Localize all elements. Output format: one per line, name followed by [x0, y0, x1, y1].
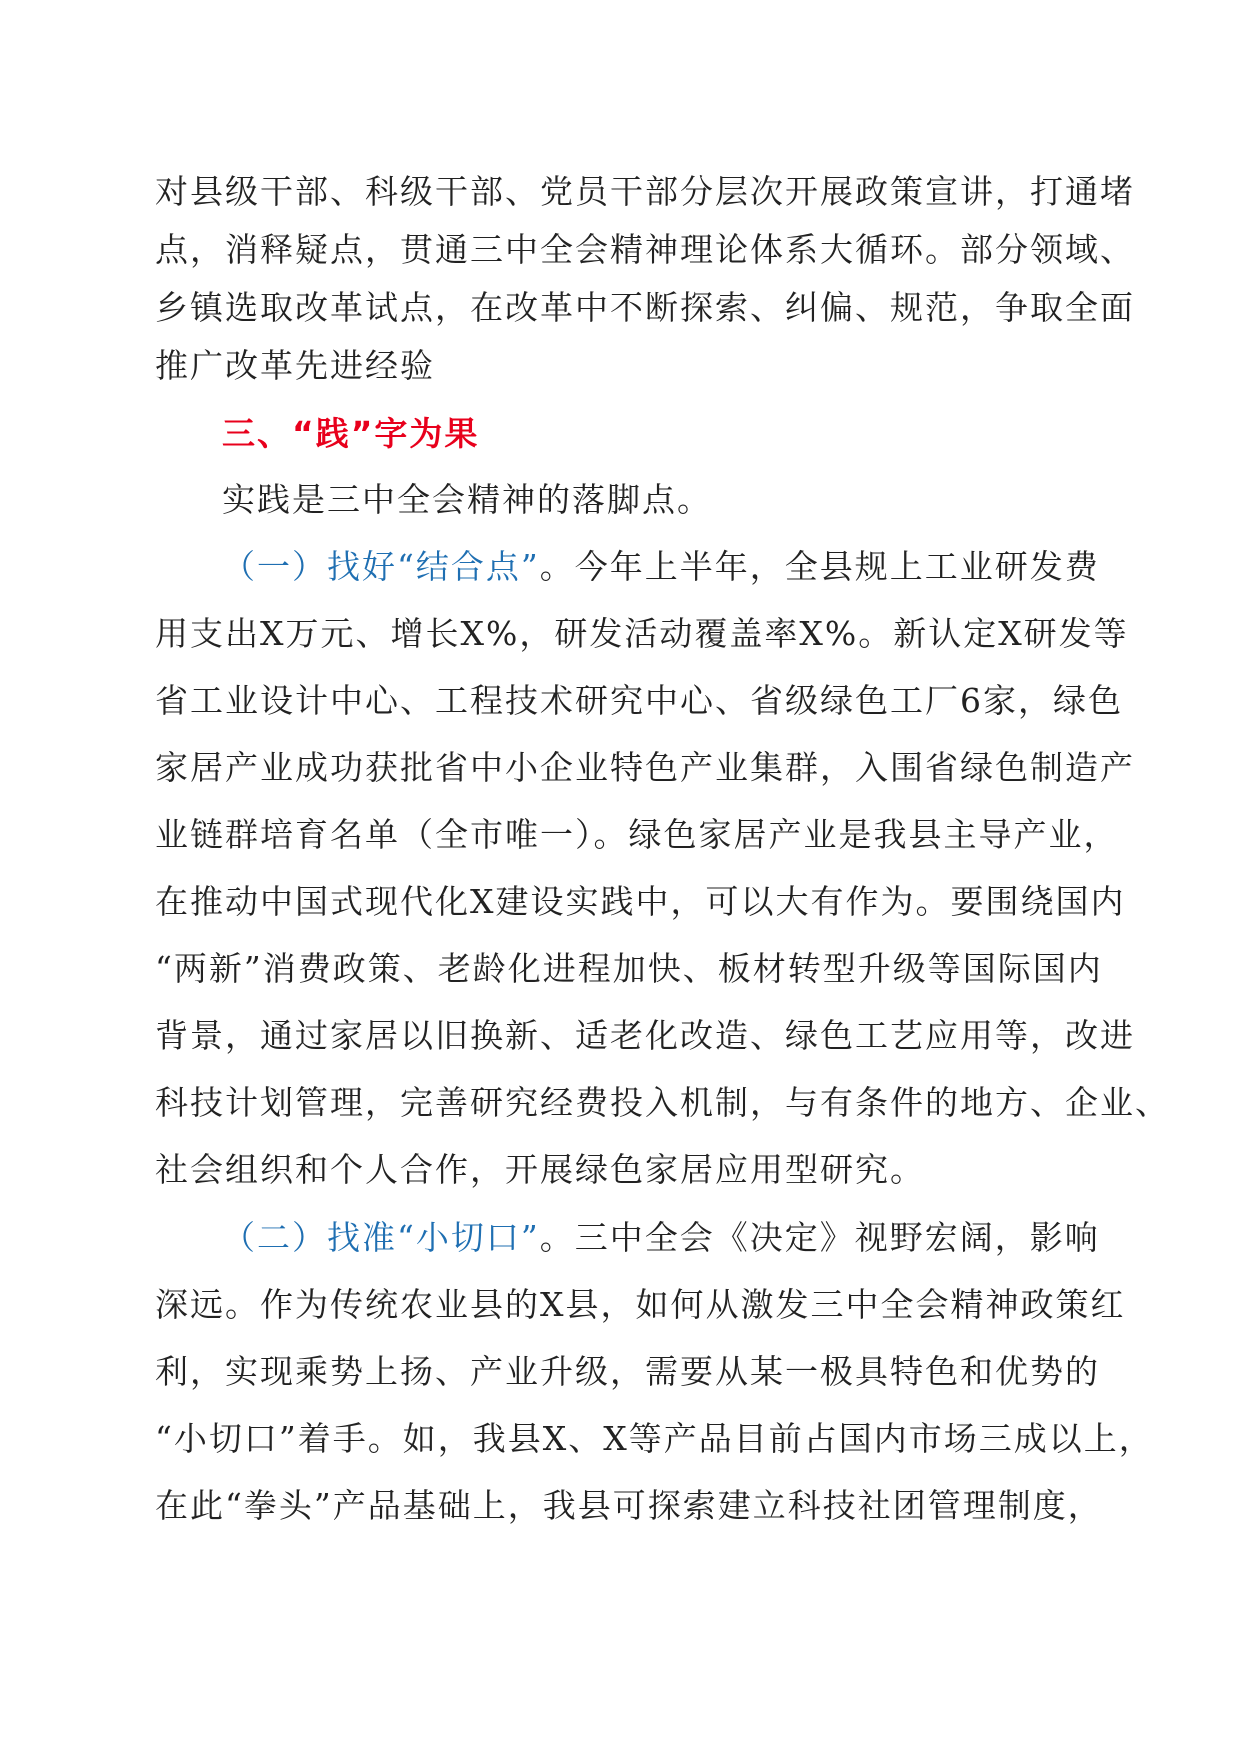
subsection-2-first-line — [222, 1206, 1100, 1270]
paragraph-line: 推广改革先进经验 — [155, 346, 435, 385]
paragraph-line: 社会组织和个人合作，开展绿色家居应用型研究。 — [155, 1150, 925, 1189]
paragraph-line: 省工业设计中心、工程技术研究中心、省级绿色工厂6家，绿色 — [155, 681, 1123, 720]
section-heading: 三、“践”字为果 — [222, 414, 480, 453]
paragraph-line: 用支出X万元、增长X%，研发活动覆盖率X%。新认定X研发等 — [155, 614, 1129, 653]
paragraph-line: 利，实现乘势上扬、产业升级，需要从某一极具特色和优势的 — [155, 1352, 1100, 1391]
subsection-2-title: （二）找准“小切口” — [222, 1218, 540, 1257]
paragraph-line: “两新”消费政策、老龄化进程加快、板材转型升级等国际国内 — [155, 949, 1103, 988]
subsection-1-first-line — [222, 535, 1100, 599]
paragraph-line: 在推动中国式现代化X建设实践中，可以大有作为。要围绕国内 — [155, 882, 1126, 921]
paragraph-line: 乡镇选取改革试点，在改革中不断探索、纠偏、规范，争取全面 — [155, 288, 1135, 327]
paragraph-text: 。今年上半年，全县规上工业研发费 — [539, 547, 1100, 586]
paragraph-line: 家居产业成功获批省中小企业特色产业集群，入围省绿色制造产 — [155, 748, 1135, 787]
section-intro: 实践是三中全会精神的落脚点。 — [222, 480, 712, 519]
paragraph-line: 深远。作为传统农业县的X县，如何从激发三中全会精神政策红 — [155, 1285, 1126, 1324]
paragraph-line: 点，消释疑点，贯通三中全会精神理论体系大循环。部分领域、 — [155, 230, 1135, 269]
paragraph-text: 。三中全会《决定》视野宏阔，影响 — [539, 1218, 1100, 1257]
paragraph-line: “小切口”着手。如，我县X、X等产品目前占国内市场三成以上， — [155, 1419, 1154, 1458]
paragraph-line: 业链群培育名单（全市唯一）。绿色家居产业是我县主导产业， — [155, 815, 1119, 854]
paragraph-line: 背景，通过家居以旧换新、适老化改造、绿色工艺应用等，改进 — [155, 1016, 1135, 1055]
subsection-1-title: （一）找好“结合点” — [222, 547, 540, 586]
paragraph-line: 对县级干部、科级干部、党员干部分层次开展政策宣讲，打通堵 — [155, 172, 1135, 211]
paragraph-line: 科技计划管理，完善研究经费投入机制，与有条件的地方、企业、 — [155, 1083, 1170, 1122]
paragraph-line: 在此“拳头”产品基础上，我县可探索建立科技社团管理制度， — [155, 1486, 1103, 1525]
